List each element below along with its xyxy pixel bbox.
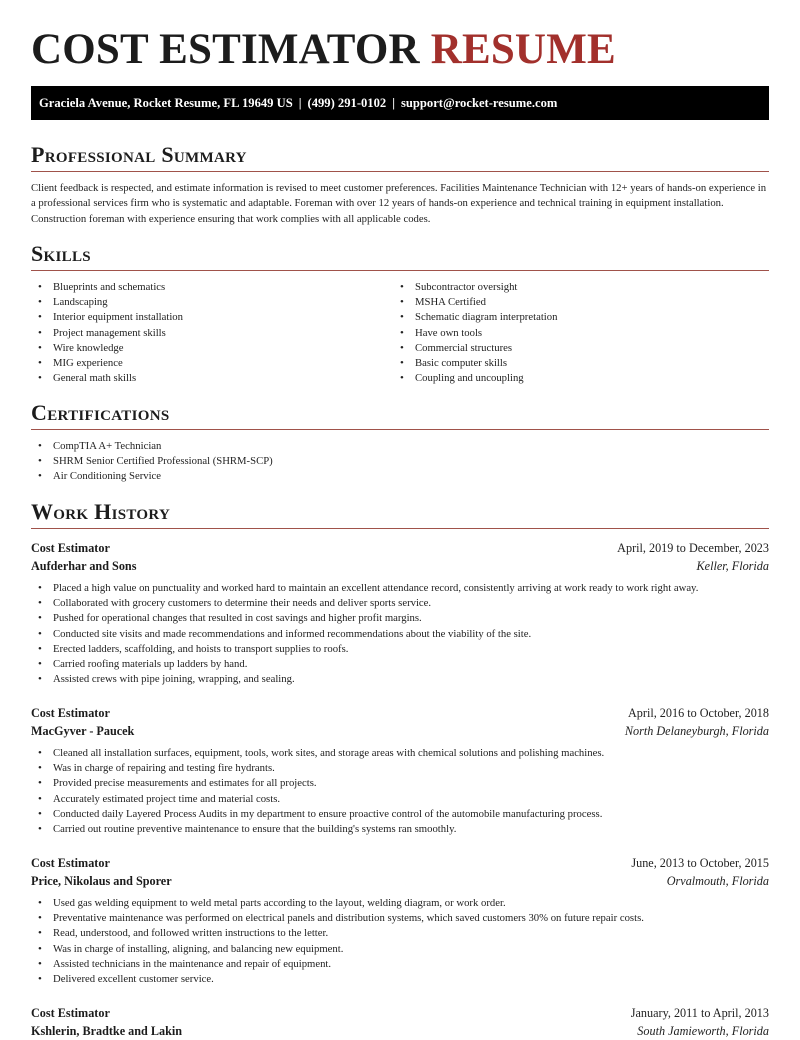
summary-section <box>31 142 769 227</box>
list-item: • SHRM Senior Certified Professional (SHRM-SCP) <box>31 454 769 469</box>
list-item: • Erected ladders, scaffolding, and hoists to transport supplies to roofs. <box>31 642 769 657</box>
list-item: • Used gas welding equipment to weld metal parts according to the layout, welding diagram, or work order. <box>31 896 769 911</box>
list-item: • Basic computer skills <box>393 356 769 371</box>
list-item: • Conducted daily Layered Process Audits in my department to ensure proactive control of the automobile manufacturing process. <box>31 807 769 822</box>
job-location: South Jamieworth, Florida <box>637 1024 769 1038</box>
skills-heading: Skills <box>31 241 91 266</box>
job-duties-list <box>31 896 769 987</box>
list-item: • Delivered excellent customer service. <box>31 972 769 987</box>
job-dates: June, 2013 to October, 2015 <box>631 856 769 870</box>
certifications-section <box>31 400 769 485</box>
list-item: • Was in charge of repairing and testing fire hydrants. <box>31 761 769 776</box>
list-item: • Read, understood, and followed written instructions to the letter. <box>31 926 769 941</box>
job-duties-list <box>31 746 769 837</box>
title-accent: RESUME <box>430 26 616 73</box>
list-item: • Coupling and uncoupling <box>393 371 769 386</box>
job-title: Cost Estimator <box>31 541 110 555</box>
section-divider <box>31 429 769 430</box>
list-item: • Project management skills <box>31 326 393 341</box>
job-duties-list <box>31 581 769 687</box>
job-location: North Delaneyburgh, Florida <box>624 724 769 738</box>
job-company: Kshlerin, Bradtke and Lakin <box>31 1024 183 1038</box>
job-company: MacGyver - Paucek <box>31 724 135 738</box>
job-dates: April, 2016 to October, 2018 <box>627 706 769 720</box>
list-item: • Commercial structures <box>393 341 769 356</box>
summary-text: Client feedback is respected, and estimate information is revised to meet customer preferences. Facilities Maintenance Technician with 12+ years of hands-on experience in a professional services firm who is systematic and adaptable. Foreman with over 12 years of hands-on experience and technical training in equipment installation. Construction foreman with experience ensuring that work complies with all applicable codes. <box>31 182 767 225</box>
contact-bar <box>31 86 769 120</box>
list-item: • MIG experience <box>31 356 393 371</box>
section-divider <box>31 528 769 529</box>
certifications-list <box>31 439 769 485</box>
list-item: • General math skills <box>31 371 393 386</box>
list-item: • Wire knowledge <box>31 341 393 356</box>
section-divider <box>31 270 769 271</box>
list-item: • Collaborated with grocery customers to determine their needs and deliver sports service. <box>31 596 769 611</box>
list-item: • Preventative maintenance was performed on electrical panels and distribution systems, which saved customers 30% on future repair costs. <box>31 911 769 926</box>
job-location: Keller, Florida <box>696 559 769 573</box>
title-main: COST ESTIMATOR <box>31 26 420 73</box>
job-dates: April, 2019 to December, 2023 <box>617 541 769 555</box>
contact-phone: (499) 291-0102 <box>307 96 387 110</box>
job-company: Price, Nikolaus and Sporer <box>31 874 172 888</box>
skills-list-right <box>393 280 769 386</box>
contact-email: support@rocket-resume.com <box>400 96 558 110</box>
summary-heading: Professional Summary <box>31 142 247 167</box>
work-history-section <box>31 499 769 529</box>
list-item: • Carried roofing materials up ladders by hand. <box>31 657 769 672</box>
job-entry <box>31 854 769 987</box>
job-title: Cost Estimator <box>31 1006 110 1020</box>
list-item: • Conducted site visits and made recommendations and informed recommendations about the viability of the site. <box>31 627 769 642</box>
certifications-heading: Certifications <box>31 400 170 425</box>
list-item: • Schematic diagram interpretation <box>393 310 769 325</box>
job-location: Orvalmouth, Florida <box>666 874 769 888</box>
list-item: • Was in charge of installing, aligning, and balancing new equipment. <box>31 942 769 957</box>
list-item: • Blueprints and schematics <box>31 280 393 295</box>
resume-title <box>31 27 616 73</box>
contact-separator: | <box>298 96 302 110</box>
job-title: Cost Estimator <box>31 856 110 870</box>
skills-list-left <box>31 280 393 386</box>
list-item: • Carried out routine preventive maintenance to ensure that the building's systems ran smoothly. <box>31 822 769 837</box>
list-item: • MSHA Certified <box>393 295 769 310</box>
skills-columns <box>31 280 769 386</box>
list-item: • Provided precise measurements and estimates for all projects. <box>31 776 769 791</box>
job-company: Aufderhar and Sons <box>31 559 137 573</box>
job-title: Cost Estimator <box>31 706 110 720</box>
contact-address: Graciela Avenue, Rocket Resume, FL 19649 US <box>39 96 293 110</box>
skills-section <box>31 241 769 386</box>
job-entry <box>31 704 769 837</box>
list-item: • Pushed for operational changes that resulted in cost savings and higher profit margins. <box>31 611 769 626</box>
list-item: • Air Conditioning Service <box>31 469 769 484</box>
list-item: • Have own tools <box>393 326 769 341</box>
job-dates: January, 2011 to April, 2013 <box>630 1006 769 1020</box>
list-item: • Assisted technicians in the maintenance and repair of equipment. <box>31 957 769 972</box>
list-item: • Cleaned all installation surfaces, equipment, tools, work sites, and storage areas with chemical solutions and polishing machines. <box>31 746 769 761</box>
work-history-heading: Work History <box>31 499 171 524</box>
list-item: • Landscaping <box>31 295 393 310</box>
list-item: • Placed a high value on punctuality and worked hard to maintain an excellent attendance record, consistently arriving at work ready to work right away. <box>31 581 769 596</box>
list-item: • CompTIA A+ Technician <box>31 439 769 454</box>
job-entry <box>31 539 769 687</box>
section-divider <box>31 171 769 172</box>
list-item: • Accurately estimated project time and material costs. <box>31 792 769 807</box>
list-item: • Assisted crews with pipe joining, wrapping, and sealing. <box>31 672 769 687</box>
list-item: • Subcontractor oversight <box>393 280 769 295</box>
list-item: • Interior equipment installation <box>31 310 393 325</box>
contact-separator: | <box>392 96 395 110</box>
